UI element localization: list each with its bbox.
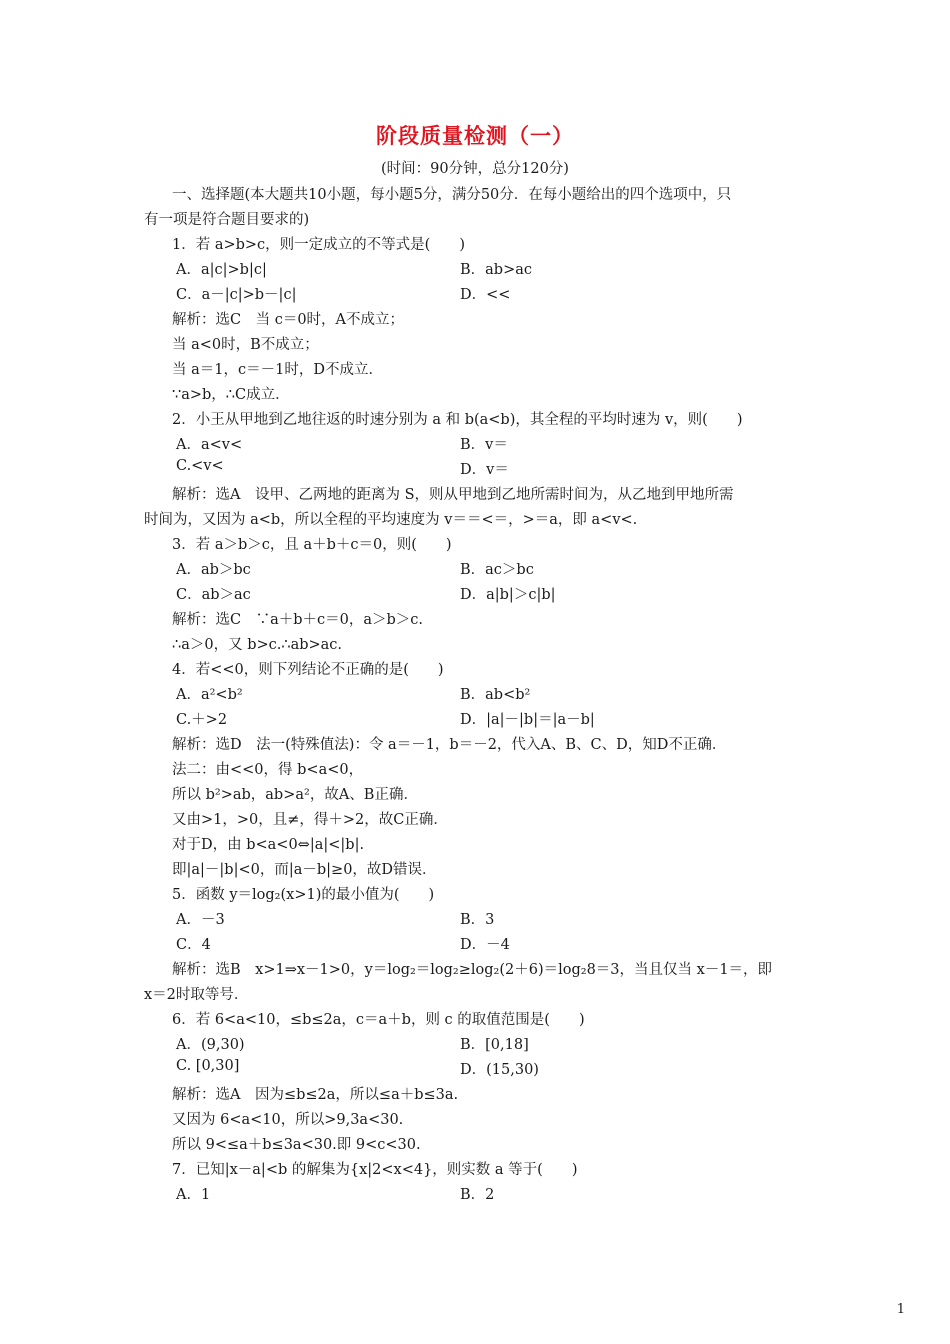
q1-option-c: C．a－|c|>b－|c| [176,287,297,303]
q6-solution: 又因为 6<a<10，所以>9,3a<30. [172,1112,404,1128]
q3-option-a: A．ab＞bc [176,562,251,578]
q2-option-d: D．v＝ [460,462,509,478]
q2-solution: 解析：选A 设甲、乙两地的距离为 S，则从甲地到乙地所需时间为，从乙地到甲地所需 [172,487,734,503]
q6-option-a: A．(9,30) [176,1037,245,1053]
q4-option-d: D．|a|－|b|＝|a－b| [460,712,595,728]
section-intro-cont: 有一项是符合题目要求的) [144,212,310,228]
q1-option-a: A．a|c|>b|c| [176,262,267,278]
q5-option-a: A．－3 [176,912,225,928]
q2-option-a: A．a<v< [176,437,243,453]
page-title: 阶段质量检测（一） [376,123,574,148]
q7-option-a: A．1 [176,1187,211,1203]
question-1-stem: 1．若 a>b>c，则一定成立的不等式是( ) [172,237,465,253]
q3-option-b: B．ac＞bc [460,562,534,578]
q2-option-c: C.<v< [176,458,224,474]
question-2-stem: 2．小王从甲地到乙地往返的时速分别为 a 和 b(a<b)，其全程的平均时速为 v，则( ) [172,412,743,428]
q1-option-d: D．<< [460,287,511,303]
q6-option-c: C. [0,30] [176,1058,240,1074]
q4-solution: 所以 b²>ab，ab>a²，故A、B正确． [172,787,418,803]
question-5-stem: 5．函数 y＝log₂(x>1)的最小值为( ) [172,887,435,903]
q6-solution: 解析：选A 因为≤b≤2a，所以≤a＋b≤3a. [172,1087,459,1103]
q1-solution: 当 a<0时，B不成立； [172,337,319,353]
q3-solution: ∴a＞0，又 b>c.∴ab>ac. [172,637,343,653]
q7-option-b: B．2 [460,1187,495,1203]
q6-solution: 所以 9<≤a＋b≤3a<30.即 9<c<30. [172,1137,421,1153]
q5-option-c: C．4 [176,937,211,953]
q2-solution: 时间为，又因为 a<b，所以全程的平均速度为 v＝＝<＝，>＝a，即 a<v<. [144,512,638,528]
q4-option-c: C.＋>2 [176,712,228,728]
q1-solution: 当 a＝1，c＝－1时，D不成立． [172,362,383,378]
q6-option-b: B．[0,18] [460,1037,529,1053]
question-6-stem: 6．若 6<a<10，≤b≤2a，c＝a＋b，则 c 的取值范围是( ) [172,1012,585,1028]
q5-option-b: B．3 [460,912,495,928]
q3-option-d: D．a|b|＞c|b| [460,587,556,603]
q1-solution: ∵a>b，∴C成立． [172,387,290,403]
q1-option-b: B．ab>ac [460,262,532,278]
question-3-stem: 3．若 a＞b＞c，且 a＋b＋c＝0，则( ) [172,537,452,553]
q4-solution: 法二：由<<0，得 b<a<0， [172,762,364,778]
q5-solution: 解析：选B x>1⇒x－1>0，y＝log₂＝log₂≥log₂(2＋6)＝log₂8＝3，当且仅当 x－1＝，即 [172,962,773,978]
q1-solution: 解析：选C 当 c＝0时，A不成立； [172,312,405,328]
q4-solution: 又由>1，>0，且≠，得＋>2，故C正确． [172,812,448,828]
q5-option-d: D．－4 [460,937,510,953]
q6-option-d: D．(15,30) [460,1062,539,1078]
q4-option-a: A．a²<b² [176,687,243,703]
q5-solution: x＝2时取等号． [144,987,249,1003]
question-4-stem: 4．若<<0，则下列结论不正确的是( ) [172,662,444,678]
page-number: 1 [896,1302,905,1317]
q3-solution: 解析：选C ∵a＋b＋c＝0，a＞b＞c. [172,612,424,628]
q4-solution: 即|a|－|b|<0，而|a－b|≥0，故D错误． [172,862,437,878]
q3-option-c: C．ab＞ac [176,587,251,603]
question-7-stem: 7．已知|x－a|<b 的解集为{x|2<x<4}，则实数 a 等于( ) [172,1162,578,1178]
exam-info: (时间：90分钟，总分120分) [381,161,569,177]
q4-solution: 解析：选D 法一(特殊值法)：令 a＝－1，b＝－2，代入A、B、C、D，知D不正确． [172,737,727,753]
q4-solution: 对于D，由 b<a<0⇔|a|<|b|. [172,837,365,853]
section-intro: 一、选择题(本大题共10小题，每小题5分，满分50分．在每小题给出的四个选项中，只 [172,187,732,203]
q2-option-b: B．v＝ [460,437,508,453]
q4-option-b: B．ab<b² [460,687,531,703]
